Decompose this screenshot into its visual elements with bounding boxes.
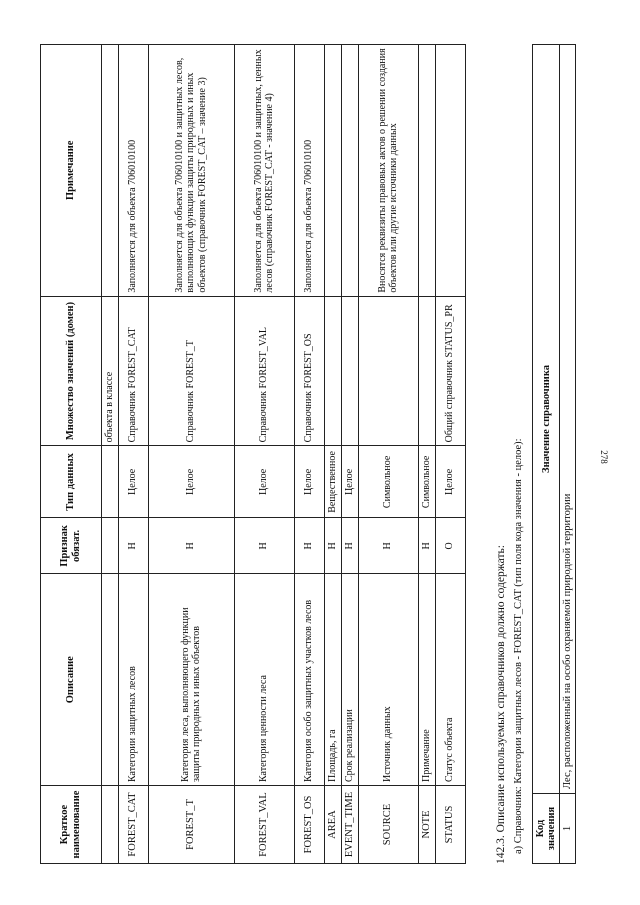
header-code: Код значения <box>533 794 560 864</box>
ref-table-header-row <box>533 45 560 864</box>
subsection-caption: а) Справочник: Категории защитных лесов - FOREST_CAT (тип поля кода значения - целое): <box>513 438 524 854</box>
table-row: AREA Площадь, га Н Вещественное <box>324 45 341 864</box>
table-row: FOREST_CAT Категории защитных лесов Н Целое Справочник FOREST_CAT Заполняется для объекта 706010100 <box>118 45 148 864</box>
header-required: Признак обязат. <box>41 518 102 574</box>
table-row: 1 Лес, расположенный на особо охраняемой природной территории <box>560 45 576 864</box>
table-row: объекта в классе <box>102 45 119 864</box>
table-row: NOTE Примечание Н Символьное <box>418 45 435 864</box>
header-description: Описание <box>41 574 102 786</box>
table-row: STATUS Статус объекта О Целое Общий справочник STATUS_PR <box>435 45 465 864</box>
header-data-type: Тип данных <box>41 446 102 518</box>
table-row: EVENT_TIME Срок реализации Н Целое <box>341 45 358 864</box>
table-row: FOREST_VAL Категория ценности леса Н Целое Справочник FOREST_VAL Заполняется для объекта 706010100 и защитных, ценных лесов (справочник FOREST_CAT - значение 4) <box>234 45 294 864</box>
table-row: FOREST_T Категория леса, выполняющего функции защиты природных и иных объектов Н Целое Справочник FOREST_T Заполняется для объекта 706010100 и защитных лесов, выполняющих функции защиты природных и иных объектов (справочник FOREST_CAT – значение 3) <box>148 45 234 864</box>
table-header-row <box>41 45 102 864</box>
section-heading: 142.3. Описание используемых справочников должно содержать: <box>495 545 507 864</box>
header-value: Значение справочника <box>533 45 560 794</box>
header-domain: Множество значений (домен) <box>41 296 102 446</box>
reference-table <box>532 44 576 864</box>
rotated-page-content <box>40 44 600 864</box>
header-short-name: Краткое наименование <box>41 786 102 864</box>
table-row: FOREST_OS Категория особо защитных участков лесов Н Целое Справочник FOREST_OS Заполняется для объекта 706010100 <box>294 45 324 864</box>
page-number: 278 <box>598 450 609 464</box>
attributes-table <box>40 44 466 864</box>
table-row: SOURCE Источник данных Н Символьное Вносятся реквизиты правовых актов о решении создания объектов или другие источники данных <box>358 45 418 864</box>
header-note: Примечание <box>41 45 102 297</box>
